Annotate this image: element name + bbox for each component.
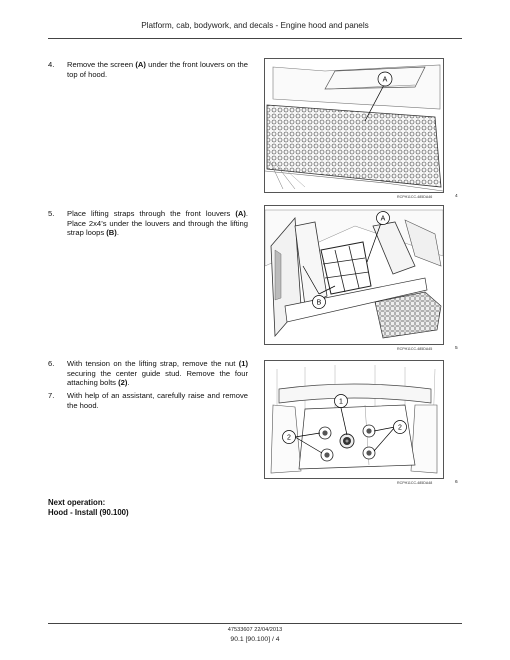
step-number: 7. bbox=[48, 391, 55, 400]
figure-caption: RCPH11CC-485DA45 bbox=[397, 347, 433, 351]
figure-caption: RCPH11CC-485DA48 bbox=[397, 481, 433, 485]
callout-b: B bbox=[316, 299, 322, 307]
callout-1: 1 bbox=[339, 398, 343, 406]
figure-center-stud-and-bolts bbox=[264, 360, 444, 479]
callout-2-left: 2 bbox=[287, 434, 291, 442]
figure-lifting-straps bbox=[264, 205, 444, 345]
step-text: Place lifting straps through the front louvers (A). Place 2x4’s under the louvers and through the lifting strap loops (B). bbox=[67, 209, 248, 238]
header-rule bbox=[48, 38, 462, 39]
footer-rule bbox=[48, 623, 462, 624]
figure-caption: RCPH11CC-485DA46 bbox=[397, 195, 433, 199]
figure-number: 6 bbox=[455, 480, 458, 485]
callout-a: A bbox=[380, 215, 386, 223]
step-text: Remove the screen (A) under the front louvers on the top of hood. bbox=[67, 60, 248, 79]
figure-screen-under-louvers bbox=[264, 58, 444, 193]
figure-number: 5 bbox=[455, 346, 458, 351]
next-operation-link[interactable]: Hood - Install (90.100) bbox=[48, 508, 129, 517]
footer-page-number: 90.1 [90.100] / 4 bbox=[230, 636, 280, 643]
step-text: With help of an assistant, carefully raise and remove the hood. bbox=[67, 391, 248, 410]
step-number: 4. bbox=[48, 60, 55, 69]
step-text: With tension on the lifting strap, remove the nut (1) securing the center guide stud. Remove the four attaching bolts (2). bbox=[67, 359, 248, 388]
callout-a: A bbox=[382, 76, 388, 84]
callout-2-right: 2 bbox=[398, 424, 402, 432]
page-header-title: Platform, cab, bodywork, and decals - Engine hood and panels bbox=[141, 21, 369, 30]
footer-doc-info: 47533607 22/04/2013 bbox=[227, 627, 283, 633]
next-operation-label: Next operation: bbox=[48, 498, 106, 507]
step-number: 6. bbox=[48, 359, 55, 368]
step-number: 5. bbox=[48, 209, 55, 218]
figure-number: 4 bbox=[455, 194, 458, 199]
